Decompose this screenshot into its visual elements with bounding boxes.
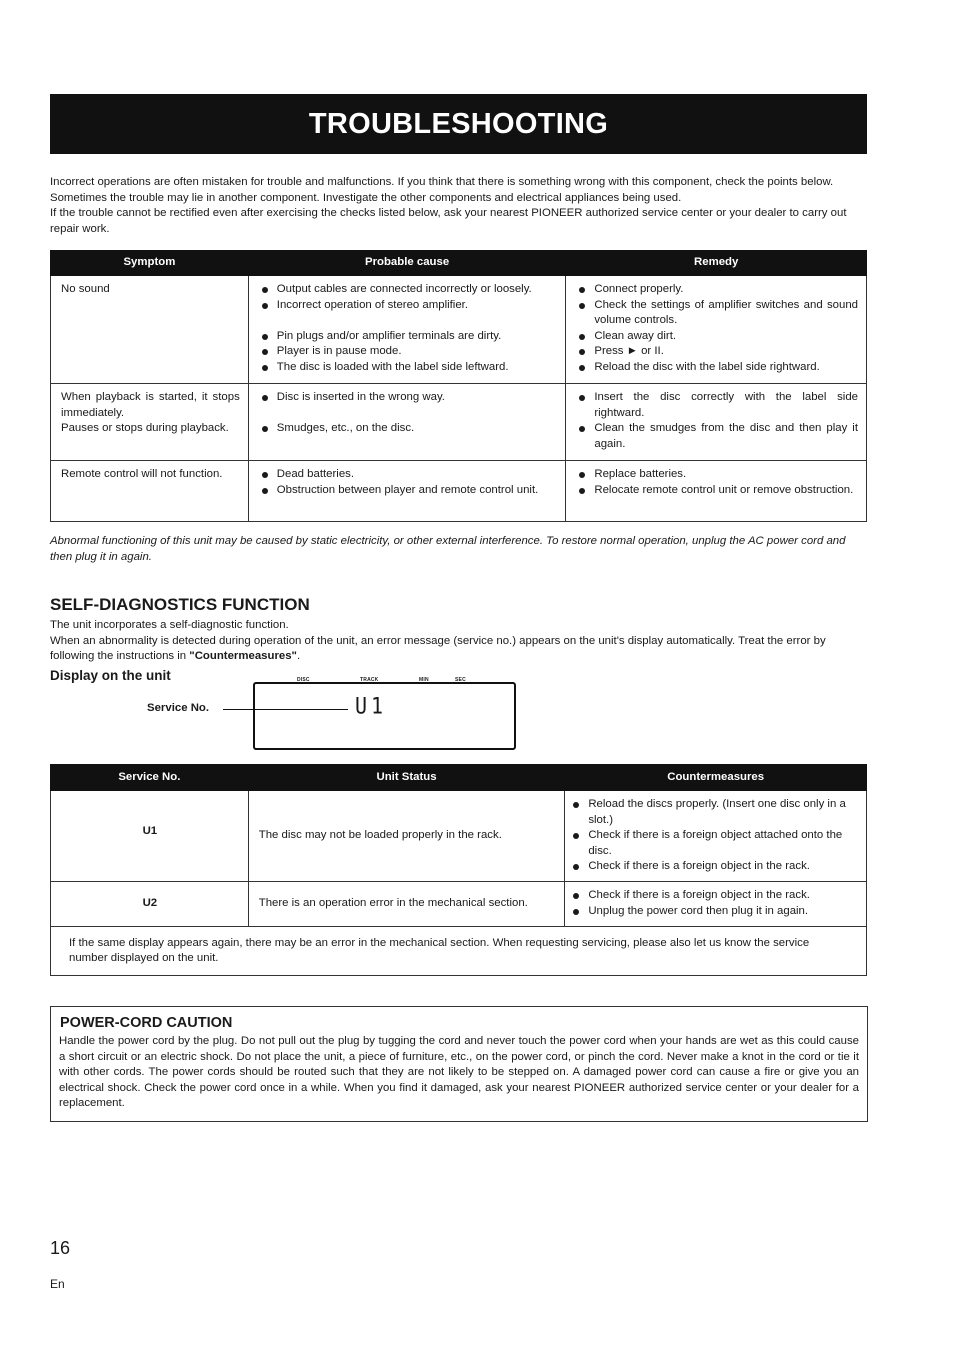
symptom-text: When playback is started, it stops immediately. — [61, 391, 240, 419]
self-diagnostics-text — [50, 618, 868, 665]
lcd-label-track: TRACK — [360, 677, 379, 683]
remedy-item: Replace batteries. — [575, 467, 858, 483]
table-row — [51, 276, 867, 384]
header-unit-status: Unit Status — [248, 765, 565, 791]
abnormal-note: Abnormal functioning of this unit may be caused by static electricity, or other external interference. To restore normal operation, unplug the AC power cord and then plug it in again. — [50, 535, 846, 563]
unit-status: There is an operation error in the mechanical section. — [258, 896, 528, 909]
power-cord-title: POWER-CORD CAUTION — [60, 1015, 233, 1031]
cause-cell — [248, 276, 566, 384]
service-no-label: Service No. — [147, 702, 210, 714]
symptom-cell — [51, 461, 249, 522]
symptom-text: Pauses or stops during playback. — [61, 422, 229, 434]
intro-text — [50, 175, 868, 237]
remedy-item: Press ► or II. — [575, 344, 858, 360]
cause-item: Dead batteries. — [258, 467, 558, 483]
remedy-item: Connect properly. — [575, 282, 858, 298]
countermeasure-item: Reload the discs properly. (Insert one disc only in a slot.) — [569, 797, 860, 828]
service-no-pointer — [223, 709, 348, 710]
service-no: U2 — [142, 896, 158, 909]
self-diag-text: . — [296, 650, 301, 662]
header-countermeasures: Countermeasures — [565, 765, 867, 791]
troubleshooting-table — [50, 250, 867, 522]
intro-paragraph: If the trouble cannot be rectified even after exercising the checks listed below, ask your nearest PIONEER authorized service center or your dealer to carry out repair work. — [50, 207, 847, 235]
header-symptom: Symptom — [51, 251, 249, 276]
symptom-cell — [51, 276, 249, 384]
cause-item: Obstruction between player and remote control unit. — [258, 483, 558, 499]
table-header-row — [51, 251, 867, 276]
header-probable-cause: Probable cause — [248, 251, 566, 276]
page-number: 16 — [50, 1238, 71, 1258]
table-header-row — [51, 765, 867, 791]
unit-status-cell — [248, 881, 565, 926]
service-footer-note: If the same display appears again, there may be an error in the mechanical section. When requesting servicing, please also let us know the service number displayed on the unit. — [69, 936, 810, 964]
self-diag-line — [50, 634, 868, 665]
self-diag-text: When an abnormality is detected during operation of the unit, an error message (service no.) appears on the unit's display automatically. Treat the error by following the instructions in — [50, 634, 826, 662]
self-diag-line: The unit incorporates a self-diagnostic function. — [50, 619, 289, 631]
symptom-text: No sound — [61, 283, 110, 295]
remedy-item: Insert the disc correctly with the label side rightward. — [575, 390, 858, 421]
table-row — [51, 461, 867, 522]
countermeasure-item: Check if there is a foreign object in the rack. — [569, 888, 858, 904]
lcd-label-sec: SEC — [455, 677, 466, 683]
remedy-cell — [566, 276, 867, 384]
cause-cell — [248, 384, 566, 461]
service-no-cell — [51, 881, 249, 926]
table-row — [51, 384, 867, 461]
service-no-cell — [51, 791, 249, 882]
remedy-item: Clean the smudges from the disc and then play it again. — [575, 421, 858, 452]
service-table — [50, 764, 867, 976]
cause-item: Smudges, etc., on the disc. — [258, 421, 558, 437]
countermeasure-item: Check if there is a foreign object in the rack. — [569, 859, 860, 875]
page-title: TROUBLESHOOTING — [50, 94, 867, 154]
countermeasures-ref: "Countermeasures" — [189, 650, 297, 662]
self-diagnostics-title: SELF-DIAGNOSTICS FUNCTION — [50, 595, 310, 614]
service-no: U1 — [142, 825, 158, 837]
table-row — [51, 926, 867, 975]
symptom-cell — [51, 384, 249, 461]
unit-status: The disc may not be loaded properly in the rack. — [258, 829, 502, 841]
countermeasure-item: Unplug the power cord then plug it in again. — [569, 904, 858, 920]
cause-item: Disc is inserted in the wrong way. — [258, 390, 558, 406]
lcd-label-disc: DISC — [297, 677, 310, 683]
remedy-item: Check the settings of amplifier switches and sound volume controls. — [575, 298, 858, 329]
cause-item: Output cables are connected incorrectly or loosely. — [258, 282, 558, 298]
table-row — [51, 791, 867, 882]
language-code: En — [50, 1277, 65, 1291]
remedy-cell — [566, 461, 867, 522]
cause-item: Player is in pause mode. — [258, 344, 558, 360]
countermeasure-cell — [565, 881, 867, 926]
cause-item: The disc is loaded with the label side leftward. — [258, 360, 558, 376]
cause-cell — [248, 461, 566, 522]
display-heading: Display on the unit — [50, 668, 171, 683]
unit-status-cell — [248, 791, 565, 882]
service-footer-cell — [51, 926, 867, 975]
countermeasure-item: Check if there is a foreign object attached onto the disc. — [569, 828, 860, 859]
remedy-item: Clean away dirt. — [575, 329, 858, 345]
cause-item: Incorrect operation of stereo amplifier. — [258, 298, 558, 314]
header-service-no: Service No. — [51, 765, 249, 791]
power-cord-text: Handle the power cord by the plug. Do not pull out the plug by tugging the cord and never touch the power cord when your hands are wet as this could cause a short circuit or an electric shock. Do not place the unit, a piece of furniture, etc., on the power cord, or pinch the cord. Never make a knot in the cord or tie it with other cords. The power cords should be routed such that they are not likely to be stepped on. A damaged power cord can cause a fire or give you an electrical shock. Check the power cord once in a while. When you find it damaged, ask your nearest PIONEER authorized service center or your dealer for a replacement. — [59, 1035, 859, 1109]
remedy-item: Reload the disc with the label side rightward. — [575, 360, 858, 376]
table-row — [51, 881, 867, 926]
power-cord-caution-box — [50, 1006, 868, 1122]
remedy-cell — [566, 384, 867, 461]
lcd-label-min: MIN — [419, 677, 429, 683]
countermeasure-cell — [565, 791, 867, 882]
header-remedy: Remedy — [566, 251, 867, 276]
segment-readout: U1 — [355, 692, 388, 720]
symptom-text: Remote control will not function. — [61, 468, 223, 480]
intro-paragraph: Incorrect operations are often mistaken for trouble and malfunctions. If you think that there is something wrong with this component, check the points below. Sometimes the trouble may lie in another component. Investigate the other components and electrical appliances being used. — [50, 176, 834, 204]
remedy-item: Relocate remote control unit or remove obstruction. — [575, 483, 858, 499]
cause-item: Pin plugs and/or amplifier terminals are dirty. — [258, 329, 558, 345]
